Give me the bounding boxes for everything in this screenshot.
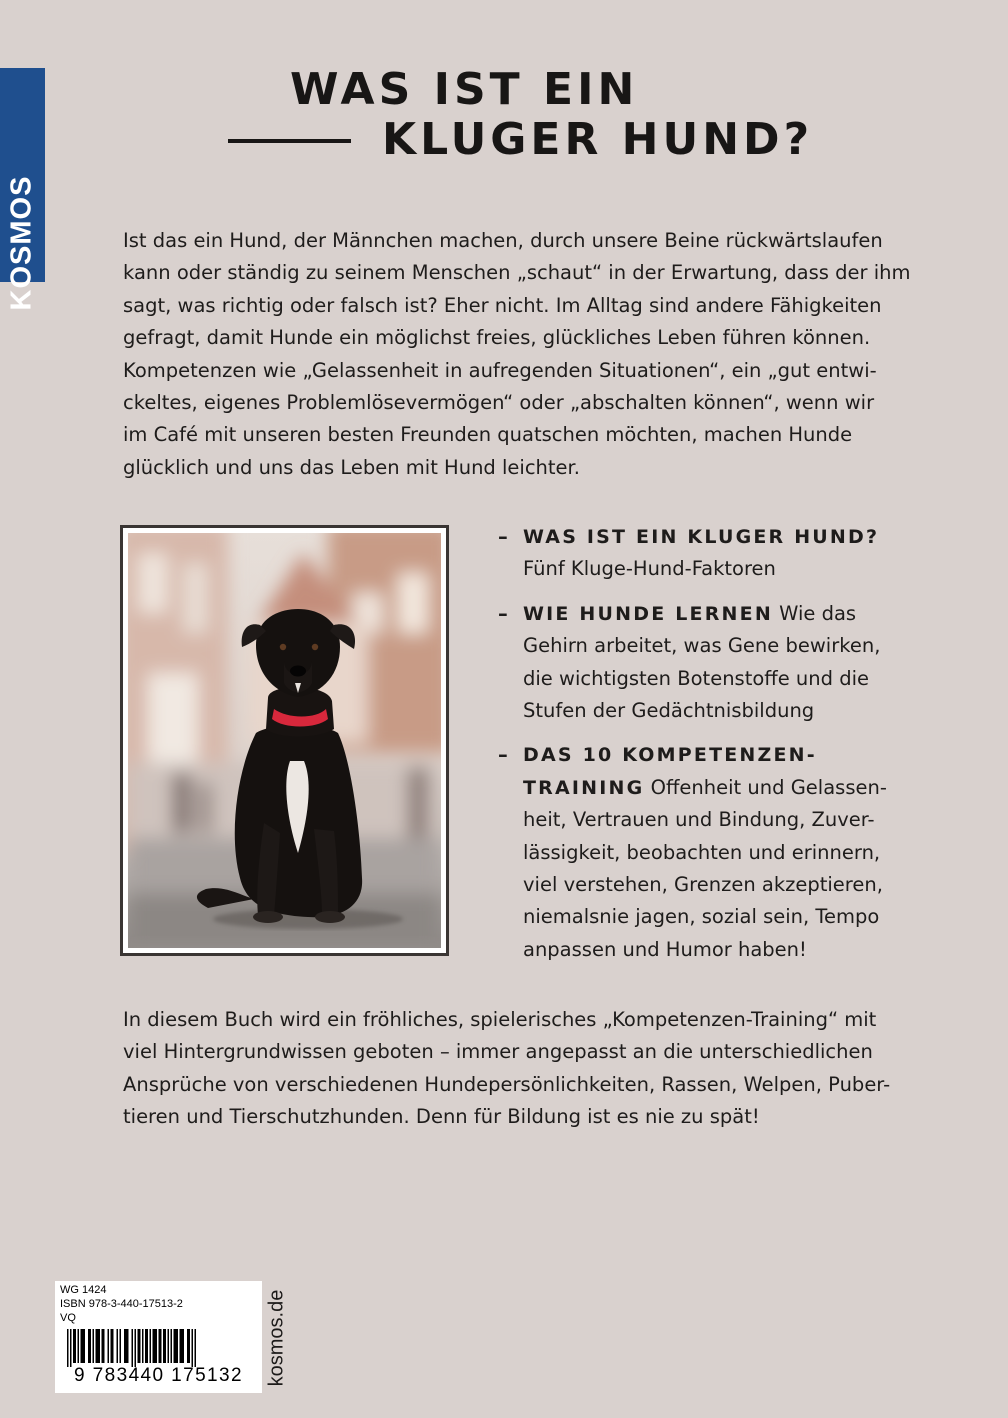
feature-line — [523, 663, 908, 695]
barcode-digits: 9 783440 175132 — [74, 1365, 243, 1386]
barcode-bar — [135, 1329, 137, 1367]
feature-line — [523, 553, 908, 585]
intro-line: glücklich und uns das Leben mit Hund leichter. — [123, 455, 580, 479]
vq-code: VQ — [60, 1312, 76, 1324]
feature-item — [498, 521, 908, 586]
kosmos-logo — [0, 68, 45, 311]
barcode-bar — [78, 1329, 80, 1363]
feature-text: anpassen und Humor haben! — [523, 937, 807, 961]
feature-line — [523, 630, 908, 662]
wg-code: WG 1424 — [60, 1284, 107, 1296]
barcode-bar — [159, 1329, 162, 1363]
feature-line — [523, 739, 908, 771]
barcode-bar — [73, 1329, 76, 1363]
intro-line: sagt, was richtig oder falsch ist? Eher nicht. Im Alltag sind andere Fähigkeiten — [123, 293, 882, 317]
barcode-bar — [153, 1329, 158, 1363]
isbn: ISBN 978-3-440-17513-2 — [60, 1298, 183, 1310]
barcode-bar — [102, 1329, 105, 1363]
barcode-bar — [138, 1329, 141, 1363]
barcode-bar — [150, 1329, 152, 1363]
feature-title: TRAINING — [523, 776, 645, 799]
barcode-bar — [192, 1329, 194, 1367]
feature-list — [498, 521, 908, 978]
outro-line: viel Hintergrundwissen geboten – immer angepasst an die unterschiedlichen — [123, 1040, 873, 1064]
bullet-dash: – — [498, 743, 508, 767]
feature-line — [523, 869, 908, 901]
feature-line — [523, 598, 908, 630]
intro-line: im Café mit unseren besten Freunden quatschen möchten, machen Hunde — [123, 423, 853, 447]
website-url: kosmos.de — [265, 1289, 288, 1387]
outro-line: tieren und Tierschutzhunden. Denn für Bildung ist es nie zu spät! — [123, 1105, 760, 1129]
feature-item — [498, 598, 908, 728]
barcode-bar — [163, 1329, 166, 1363]
barcode-box — [55, 1281, 262, 1393]
logo-text: KOSMOS — [5, 175, 38, 311]
headline-rule — [228, 139, 351, 143]
barcode-bar — [96, 1329, 101, 1363]
outro-line: Ansprüche von verschiedenen Hundepersönlichkeiten, Rassen, Welpen, Puber- — [123, 1072, 891, 1096]
dog-photo-frame — [120, 525, 449, 956]
feature-text: Wie das — [772, 601, 857, 625]
barcode-bar — [124, 1329, 129, 1363]
intro-paragraph — [123, 225, 911, 484]
feature-text: Fünf Kluge-Hund-Faktoren — [523, 557, 776, 581]
barcode-bar — [111, 1329, 114, 1363]
feature-item — [498, 739, 908, 966]
feature-text: Stufen der Gedächtnisbildung — [523, 699, 815, 723]
barcode-bar — [120, 1329, 122, 1363]
headline-line-2: KLUGER HUND? — [382, 114, 814, 165]
barcode-bar — [168, 1329, 170, 1363]
feature-text: viel verstehen, Grenzen akzeptieren, — [523, 873, 883, 897]
barcode-bar — [81, 1329, 86, 1363]
barcode-bar — [70, 1329, 72, 1367]
feature-line — [523, 695, 908, 727]
barcode-bar — [93, 1329, 95, 1363]
barcode-bar — [108, 1329, 110, 1363]
feature-line — [523, 804, 908, 836]
feature-title: DAS 10 KOMPETENZEN- — [523, 744, 817, 767]
barcode-bar — [174, 1329, 179, 1363]
feature-line — [523, 901, 908, 933]
barcode-bar — [145, 1329, 148, 1363]
feature-title: WIE HUNDE LERNEN — [523, 602, 773, 625]
intro-line: kann oder ständig zu seinem Menschen „schaut“ in der Erwartung, dass der ihm — [123, 261, 911, 285]
bullet-dash: – — [498, 525, 508, 548]
intro-line: Ist das ein Hund, der Männchen machen, durch unsere Beine rückwärtslaufen — [123, 229, 883, 252]
feature-line — [523, 772, 908, 804]
outro-line: In diesem Buch wird ein fröhliches, spielerisches „Kompetenzen-Training“ mit — [123, 1008, 877, 1031]
barcode-bar — [142, 1329, 144, 1363]
barcode-bar — [180, 1329, 185, 1363]
feature-text: Offenheit und Gelassen- — [644, 775, 887, 799]
feature-line — [523, 837, 908, 869]
feature-text: heit, Vertrauen und Bindung, Zuver- — [523, 808, 875, 832]
barcode-bar — [171, 1329, 173, 1363]
barcode-bar — [67, 1329, 69, 1367]
dog-illustration — [128, 533, 441, 948]
feature-line — [523, 521, 908, 553]
barcode-bar — [132, 1329, 134, 1367]
barcode-bars — [67, 1329, 251, 1367]
barcode-bar — [88, 1329, 91, 1363]
bullet-dash: – — [498, 601, 508, 625]
outro-paragraph — [123, 1004, 891, 1134]
headline-line-1: WAS IST EIN — [290, 64, 639, 115]
feature-line — [523, 934, 908, 966]
dog-photo — [128, 533, 441, 948]
feature-title: WAS IST EIN KLUGER HUND? — [523, 526, 880, 548]
barcode-bar — [195, 1329, 197, 1367]
intro-line: Kompetenzen wie „Gelassenheit in aufregenden Situationen“, ein „gut entwi- — [123, 358, 877, 382]
barcode-bar — [117, 1329, 119, 1363]
feature-text: die wichtigsten Botenstoffe und die — [523, 666, 870, 690]
barcode-info — [60, 1283, 183, 1325]
intro-line: gefragt, damit Hunde ein möglichst freies, glückliches Leben führen können. — [123, 326, 871, 350]
feature-text: niemalsnie jagen, sozial sein, Tempo — [523, 905, 880, 929]
feature-text: Gehirn arbeitet, was Gene bewirken, — [523, 634, 881, 658]
barcode-bar — [187, 1329, 190, 1363]
feature-text: lässigkeit, beobachten und erinnern, — [523, 840, 881, 864]
intro-line: ckeltes, eigenes Problemlösevermögen“ oder „abschalten können“, wenn wir — [123, 391, 875, 415]
